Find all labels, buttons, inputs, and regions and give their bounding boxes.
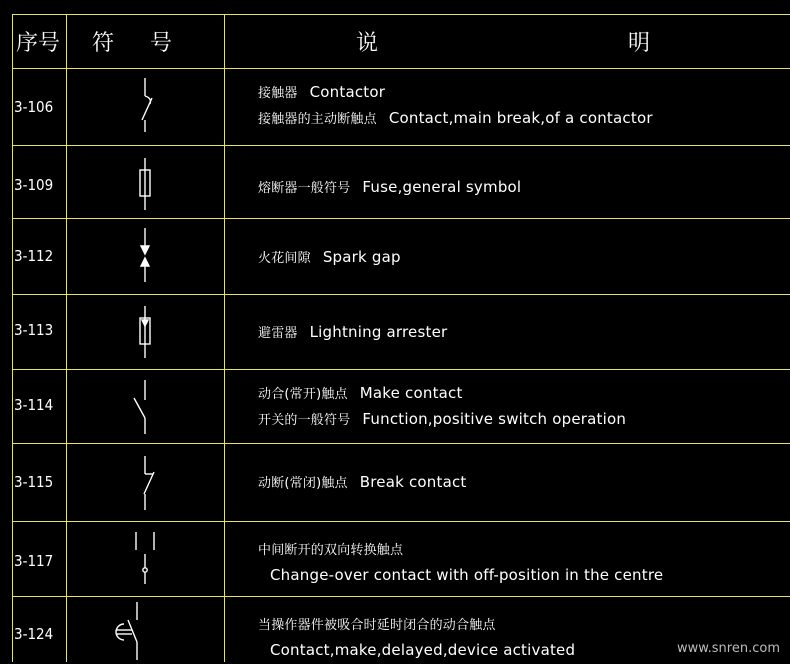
- fuse-icon: [66, 154, 224, 214]
- row-number: 3-124: [14, 625, 54, 643]
- row-number: 3-114: [14, 396, 54, 414]
- column-divider: [224, 14, 225, 662]
- header-symbol-b: 号: [150, 31, 173, 56]
- row-divider: [12, 68, 790, 69]
- table-border-top: [12, 14, 790, 15]
- description: [258, 80, 653, 132]
- header-desc-b: 明: [628, 31, 651, 56]
- description-cn: 动合(常开)触点: [258, 387, 348, 402]
- row-number: 3-109: [14, 176, 54, 194]
- description-en: Make contact: [359, 384, 463, 402]
- row-divider: [12, 521, 790, 522]
- row-divider: [12, 369, 790, 370]
- header-symbol-a: 符: [92, 31, 115, 56]
- row-number: 3-106: [14, 98, 54, 116]
- description: [258, 537, 663, 589]
- row-number: 3-115: [14, 473, 54, 491]
- description-cn: 熔断器一般符号: [258, 181, 351, 196]
- description: [258, 470, 467, 496]
- row-number: 3-112: [14, 247, 54, 265]
- row-divider: [12, 218, 790, 219]
- description-en: Break contact: [359, 473, 467, 491]
- make-contact-icon: [66, 376, 224, 436]
- description: [258, 381, 626, 433]
- description-en: Contactor: [309, 83, 386, 101]
- row-divider: [12, 596, 790, 597]
- header-no: 序号: [16, 31, 61, 56]
- delayed-make-contact-icon: [66, 600, 224, 662]
- description-en: Spark gap: [322, 248, 401, 266]
- description: [258, 612, 575, 664]
- description-cn: 动断(常闭)触点: [258, 476, 348, 491]
- description: [258, 320, 447, 346]
- row-divider: [12, 443, 790, 444]
- contactor-icon: [66, 76, 224, 136]
- watermark: www.snren.com: [676, 641, 780, 656]
- description-cn: 开关的一般符号: [258, 413, 351, 428]
- column-border-left: [12, 14, 13, 662]
- lightning-arrester-icon: [66, 302, 224, 362]
- row-number: 3-117: [14, 552, 54, 570]
- row-number: 3-113: [14, 321, 54, 339]
- changeover-contact-icon: [66, 528, 224, 588]
- description-en: Function,positive switch operation: [362, 410, 627, 428]
- row-divider: [12, 294, 790, 295]
- description-en: Change-over contact with off-position in the centre: [270, 566, 664, 584]
- description-en: Fuse,general symbol: [362, 178, 522, 196]
- description-cn: 避雷器: [258, 326, 298, 341]
- description-cn: 接触器的主动断触点: [258, 112, 377, 127]
- description-en: Lightning arrester: [309, 323, 448, 341]
- row-divider: [12, 145, 790, 146]
- description-cn: 中间断开的双向转换触点: [258, 543, 404, 558]
- spark-gap-icon: [66, 226, 224, 286]
- description: [258, 245, 401, 271]
- header-desc-a: 说: [356, 31, 379, 56]
- description-cn: 接触器: [258, 86, 298, 101]
- description: [258, 175, 521, 201]
- description-cn: 当操作器件被吸合时延时闭合的动合触点: [258, 618, 496, 633]
- description-en: Contact,make,delayed,device activated: [270, 641, 576, 659]
- description-en: Contact,main break,of a contactor: [388, 109, 653, 127]
- description-cn: 火花间隙: [258, 251, 311, 266]
- break-contact-icon: [66, 452, 224, 512]
